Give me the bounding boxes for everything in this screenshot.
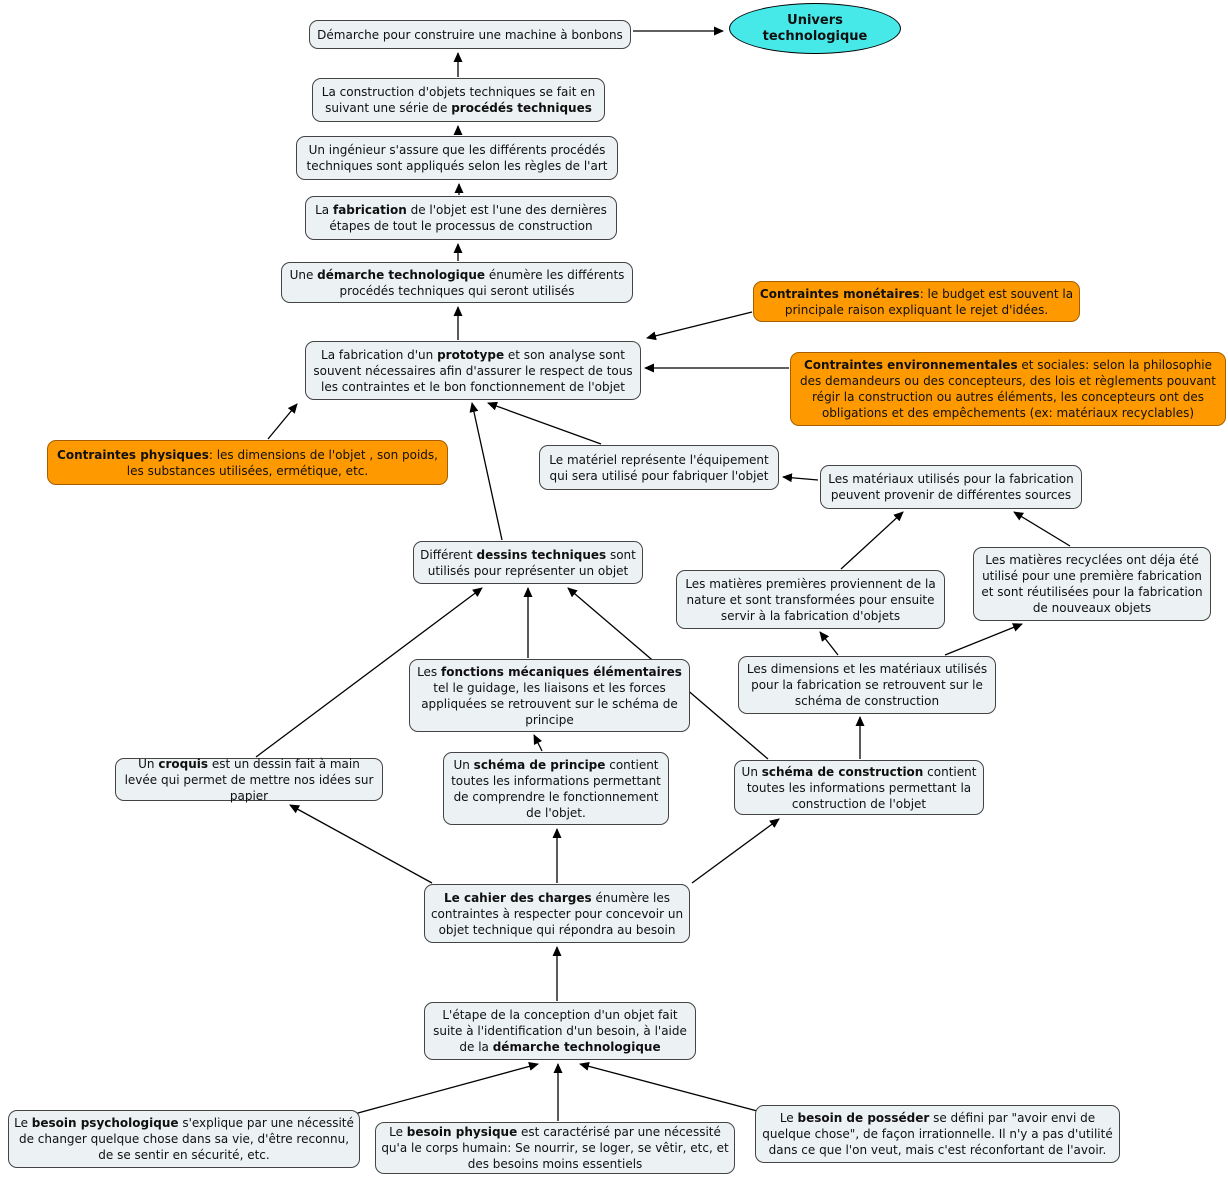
link-dessins-techniques-to-prototype	[472, 403, 502, 540]
link-dimensions-materiaux-to-matieres-recyclees	[945, 624, 1022, 655]
link-materiaux-sources-to-materiel	[783, 477, 818, 480]
node-matieres-premieres[interactable]	[676, 570, 945, 629]
node-label: Contraintes environnementales et sociales: selon la philosophie des demandeurs ou des concepteurs, des lois et règlements pouvant régir la construction ou autres éléments, les concepteurs ont des obligations et des empêchements (ex: matériaux recyclables)	[799, 358, 1216, 420]
node-univers-technologique[interactable]	[729, 3, 901, 54]
link-besoin-de-posseder-to-conception	[580, 1064, 761, 1112]
node-materiaux-sources[interactable]	[820, 465, 1082, 509]
node-cahier-des-charges[interactable]	[424, 884, 690, 943]
link-matieres-premieres-to-materiaux-sources	[841, 512, 903, 569]
node-besoin-physique[interactable]	[375, 1122, 735, 1174]
node-label: Un croquis est un dessin fait à main levée qui permet de mettre nos idées sur papier	[124, 756, 374, 803]
node-fonctions-mecaniques[interactable]	[409, 659, 690, 732]
node-label: Un schéma de construction contient toutes les informations permettant la construction de l'objet	[741, 764, 977, 811]
link-materiel-to-prototype	[488, 403, 601, 444]
link-besoin-psychologique-to-conception	[347, 1064, 538, 1116]
node-procedes-techniques[interactable]	[312, 78, 605, 122]
node-label: Univers technologique	[762, 12, 868, 44]
link-dimensions-materiaux-to-matieres-premieres	[820, 632, 838, 655]
node-demarche-machine-bonbons[interactable]	[309, 20, 631, 49]
node-dessins-techniques[interactable]	[413, 541, 643, 584]
node-ingenieur-regles-art[interactable]	[296, 136, 618, 180]
node-label: Les fonctions mécaniques élémentaires tel le guidage, les liaisons et les forces appliquées se retrouvent sur le schéma de principe	[417, 664, 682, 727]
node-label: Contraintes physiques: les dimensions de l'objet , son poids, les substances utilisées, ermétique, etc.	[57, 447, 438, 478]
node-label: Contraintes monétaires: le budget est souvent la principale raison expliquant le rejet d'idées.	[759, 286, 1074, 317]
link-matieres-recyclees-to-materiaux-sources	[1014, 512, 1070, 546]
node-besoin-psychologique[interactable]	[8, 1110, 360, 1168]
node-label: Différent dessins techniques sont utilisés pour représenter un objet	[420, 547, 636, 578]
node-label: Les dimensions et les matériaux utilisés pour la fabrication se retrouvent sur le schéma de construction	[746, 662, 988, 708]
node-label: La fabrication de l'objet est l'une des dernières étapes de tout le processus de construction	[315, 203, 607, 233]
node-label: Le matériel représente l'équipement qui sera utilisé pour fabriquer l'objet	[549, 452, 769, 483]
link-cahier-des-charges-to-croquis	[290, 805, 432, 883]
link-schema-de-principe-to-fonctions-mecaniques	[534, 735, 542, 751]
node-label: La fabrication d'un prototype et son analyse sont souvent nécessaires afin d'assurer le respect de tous les contraintes et le bon fonctionnement de l'objet	[313, 347, 633, 394]
node-label: Un schéma de principe contient toutes les informations permettant de comprendre le fonctionnement de l'objet.	[451, 757, 661, 820]
link-contraintes-physiques-to-prototype	[268, 404, 297, 439]
node-label: Les matières premières proviennent de la nature et sont transformées pour ensuite servir à la fabrication d'objets	[685, 576, 936, 623]
node-contraintes-physiques[interactable]	[47, 440, 448, 485]
node-label: Le besoin physique est caractérisé par une nécessité qu'a le corps humain: Se nourrir, se loger, se vêtir, etc, et des besoins moins essentiels	[381, 1125, 729, 1171]
node-label: Une démarche technologique énumère les différents procédés techniques qui seront utilisés	[289, 267, 625, 298]
node-label: Le besoin psychologique s'explique par une nécessité de changer quelque chose dans sa vie, d'être reconnu, de se sentir en sécurité, etc.	[14, 1116, 354, 1162]
node-schema-de-construction[interactable]	[734, 760, 984, 815]
node-label: Le cahier des charges énumère les contraintes à respecter pour concevoir un objet technique qui répondra au besoin	[430, 890, 684, 937]
node-matieres-recyclees[interactable]	[973, 547, 1211, 621]
node-dimensions-materiaux[interactable]	[738, 656, 996, 714]
node-label: Les matériaux utilisés pour la fabrication peuvent provenir de différentes sources	[828, 472, 1074, 502]
node-fabrication[interactable]	[305, 196, 617, 240]
node-prototype[interactable]	[305, 341, 641, 400]
node-schema-de-principe[interactable]	[443, 752, 669, 825]
node-label: Démarche pour construire une machine à bonbons	[317, 27, 623, 42]
node-conception[interactable]	[424, 1002, 696, 1060]
node-label: Un ingénieur s'assure que les différents procédés techniques sont appliqués selon les règles de l'art	[306, 143, 608, 173]
node-contraintes-environnementales[interactable]	[790, 352, 1226, 426]
node-label: L'étape de la conception d'un objet fait suite à l'identification d'un besoin, à l'aide de la démarche technologique	[433, 1008, 687, 1054]
node-label: Les matières recyclées ont déja été utilisé pour une première fabrication et sont réutilisées pour la fabrication de nouveaux objets	[981, 553, 1203, 615]
link-contraintes-monetaires-to-prototype	[647, 312, 752, 338]
node-croquis[interactable]	[115, 758, 383, 801]
node-demarche-technologique[interactable]	[281, 262, 633, 303]
node-label: Le besoin de posséder se défini par "avoir envi de quelque chose", de façon irrationnelle. Il n'y a pas d'utilité dans ce que l'on veut, mais c'est réconfortant de l'avoir.	[762, 1111, 1113, 1157]
link-cahier-des-charges-to-schema-de-construction	[692, 819, 779, 883]
node-label: La construction d'objets techniques se fait en suivant une série de procédés techniques	[321, 85, 596, 115]
node-materiel[interactable]	[539, 445, 779, 490]
node-contraintes-monetaires[interactable]	[753, 281, 1080, 322]
node-besoin-de-posseder[interactable]	[755, 1105, 1120, 1163]
